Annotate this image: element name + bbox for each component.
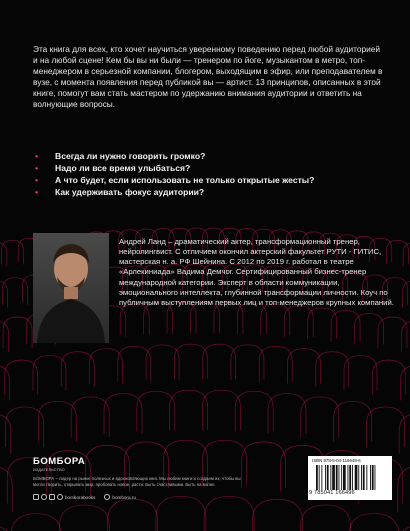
seat-outline: [301, 397, 339, 437]
bullet-icon: •: [35, 175, 39, 185]
barcode-bar: [361, 465, 362, 490]
barcode-bar: [375, 465, 376, 490]
barcode-bar: [341, 465, 342, 490]
barcode-bar: [343, 465, 346, 490]
barcode-bar: [319, 465, 320, 490]
seat-outline: [156, 496, 206, 531]
barcode-bar: [330, 465, 331, 490]
instagram-icon[interactable]: [49, 494, 55, 500]
seat-outline: [398, 466, 410, 512]
barcode-bar: [321, 465, 322, 490]
seat-outline: [38, 401, 76, 441]
seat-outline: [401, 321, 410, 352]
barcode-bar: [336, 465, 338, 490]
question-list: [33, 150, 393, 198]
seat-outline: [301, 505, 351, 531]
barcode-bar: [352, 465, 353, 490]
barcode-bar: [349, 465, 351, 490]
seat-outline: [397, 525, 410, 531]
seat-outline: [242, 442, 286, 488]
globe-icon: [104, 494, 110, 500]
seat-outline: [252, 499, 302, 531]
seat-outline: [6, 407, 44, 447]
barcode-bar: [316, 465, 318, 490]
seat-outline: [137, 391, 175, 431]
seat-outline: [108, 499, 158, 531]
seat-outline: [202, 390, 240, 430]
seat-outline: [235, 391, 273, 431]
seat-outline: [355, 314, 384, 345]
barcode-bar: [370, 465, 371, 490]
seat-outline: [0, 525, 13, 531]
seat-outline: [0, 281, 8, 308]
publisher-name: БОМБОРА: [33, 456, 86, 467]
barcode: [308, 456, 392, 500]
seat-outline: [204, 496, 254, 531]
barcode-bar: [366, 465, 367, 490]
seat-outline: [11, 514, 61, 531]
isbn-text: ISBN 978-5-04-116649-6: [312, 458, 361, 463]
barcode-bar: [348, 465, 349, 490]
youtube-icon[interactable]: [57, 494, 63, 500]
social-handle[interactable]: bomborabooks: [65, 494, 96, 500]
seat-outline: [334, 401, 372, 441]
seat-outline: [378, 317, 407, 348]
seat-outline: [0, 321, 9, 352]
bullet-icon: •: [35, 187, 39, 197]
seat-outline: [71, 397, 109, 437]
seat-outline: [3, 317, 32, 348]
vk-icon[interactable]: [33, 494, 39, 500]
barcode-bar: [372, 465, 374, 490]
bullet-icon: •: [35, 163, 39, 173]
barcode-bars: [316, 465, 386, 490]
intro-paragraph: Эта книга для всех, кто хочет научиться уверенному поведению перед любой аудиторией и на любой сцене! Кем бы вы ни были — тренером по йоге, музыкантом в метро, топ-менеджером в серьезной компании, блогером, выходящим в эфир, или преподавателем в вузе, с момента появления перед публикой вы — артист. 13 принципов, описанных в этой книге, помогут вам стать мастером по удержанию внимания аудитории и ответить на волнующие вопросы.: [33, 44, 383, 110]
seat-outline: [104, 394, 142, 434]
question-item: • А что будет, если использовать не только открытые жесты?: [35, 175, 315, 185]
seat-outline: [366, 407, 404, 447]
seat-outline: [170, 390, 208, 430]
barcode-bar: [339, 465, 340, 490]
seat-outline: [403, 281, 410, 308]
publisher-subtitle: ИЗДАТЕЛЬСТВО: [33, 468, 65, 472]
barcode-digits: 9 785041 166496: [309, 490, 355, 496]
seat-outline: [0, 243, 7, 267]
seat-outline: [3, 278, 28, 305]
seat-outline: [403, 243, 410, 267]
seat-outline: [268, 394, 306, 434]
publisher-logo: [33, 456, 85, 472]
barcode-bar: [327, 465, 329, 490]
question-item: • Всегда ли нужно говорить громко?: [35, 151, 206, 161]
question-item: • Надо ли все время улыбаться?: [35, 163, 191, 173]
publisher-tagline: БОМБОРА – лидер на рынке полезных и вдохновляющих книг. Мы любим книги и создаем их, чтобы вы могли творить, открывать мир, пробовать новое, расти. Быть счастливыми. Быть на волне.: [33, 476, 241, 487]
odnoklassniki-icon[interactable]: [41, 494, 47, 500]
author-bio: Андрей Ланд – драматический актер, трансформационный тренер, нейролингвист. С отличием окончил актерский факультет РУТИ - ГИТИС, мастерская н. а. РФ Шейнина. С 2012 по 2019 г. работал в театре «Арлекиниада» Вадима Демчог. Сертифицированный бизнес-тренер международной категории. Эксперт в области коммуникации, эмоционального интеллекта, глубинной трансформации личности. Коуч по публичным выступлениям первых лиц и топ-менеджеров крупных компаний.: [119, 237, 394, 307]
seat-outline: [2, 240, 24, 264]
barcode-bar: [358, 465, 359, 490]
question-item: • Как удерживать фокус аудитории?: [35, 187, 205, 197]
barcode-bar: [355, 465, 358, 490]
seat-outline: [59, 505, 109, 531]
social-links: [33, 494, 136, 500]
barcode-bar: [325, 465, 326, 490]
seat-outline: [0, 466, 12, 512]
bullet-icon: •: [35, 151, 39, 161]
barcode-bar: [332, 465, 335, 490]
website-link[interactable]: bombora.ru: [112, 494, 136, 500]
author-photo: [33, 233, 109, 343]
seat-outline: [349, 514, 399, 531]
barcode-bar: [363, 465, 365, 490]
